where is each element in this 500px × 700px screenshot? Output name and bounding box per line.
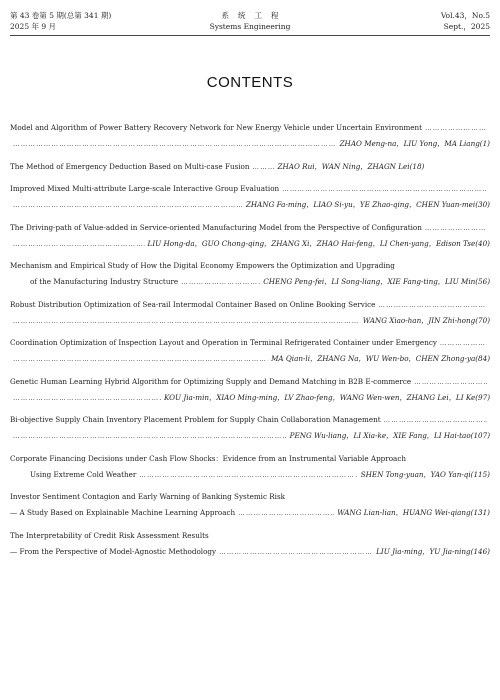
dot-leader [13,136,337,152]
dot-leader [238,505,334,521]
toc-entry[interactable] [10,258,490,290]
article-title: Corporate Financing Decisions under Cash Flow Shocks：Evidence from an Instrumental Variable Approach [10,453,406,463]
dot-leader [253,159,275,175]
article-title: Genetic Human Learning Hybrid Algorithm for Optimizing Supply and Demand Matching in B2B E-commerce [10,376,412,386]
toc-entry[interactable] [10,412,490,444]
article-title: Improved Mixed Multi-attribute Large-scale Interactive Group Evaluation [10,184,280,193]
dot-leader [13,236,145,252]
volume-issue-en: Vol.43，No.5 [440,11,490,20]
article-authors: LIU Hong-da，GUO Chong-qing，ZHANG Xi，ZHAO Hai-feng，LI Chen-yang，Edison Tse(40) [147,238,490,248]
article-authors: ZHAO Meng-na，LIU Yong，MA Liang(1) [339,139,490,148]
article-authors: ZHAO Rui，WAN Ning，ZHAGN Lei(18) [277,161,425,171]
toc-entry[interactable] [10,297,490,329]
article-title: Mechanism and Empirical Study of How the Digital Economy Empowers the Optimization and Upgrading [10,261,395,270]
article-authors: ZHANG Fa-ming，LIAO Si-yu，YE Zhao-qing，CHEN Yuan-mei(30) [245,200,490,209]
dot-leader [219,544,373,560]
table-of-contents [10,120,490,566]
toc-entry[interactable] [10,489,490,521]
dot-leader [440,335,487,351]
toc-entry[interactable] [10,451,490,483]
page-title: CONTENTS [206,74,294,91]
article-authors: WANG Xiao-han，JIN Zhi-hong(70) [362,315,490,325]
toc-entry[interactable] [10,335,490,367]
article-authors: MA Qian-li，ZHANG Na，WU Wen-bo，CHEN Zhong-ya(84) [271,354,490,363]
article-title: Bi-objective Supply Chain Inventory Placement Problem for Supply Chain Collaboration Management [10,415,381,424]
article-authors: LIU Jia-ming，YU Jia-ning(146) [376,546,490,556]
article-authors: SHEN Tong-yuan，YAO Yan-qi(115) [360,469,490,479]
article-title: Investor Sentiment Contagion and Early Warning of Banking Systemic Risk [10,492,286,501]
journal-name-cn: 系统工程 [221,11,288,20]
article-authors: KOU Jia-min，XIAO Ming-ming，LV Zhao-feng，WANG Wen-wen，ZHANG Lei，LI Ke(97) [163,392,490,402]
article-authors: CHENG Peng-fei，LI Song-liang，XIE Fang-ting，LIU Min(56) [263,277,490,286]
toc-entry[interactable] [10,374,490,406]
dot-leader [13,428,287,444]
dot-leader [13,313,360,329]
journal-name-en: Systems Engineering [209,22,291,31]
dot-leader [414,374,487,390]
article-title: The Driving-path of Value-added in Service-oriented Manufacturing Model from the Perspective of Configuration [10,222,422,232]
volume-issue-cn: 第 43 卷第 5 期(总第 341 期) [10,11,112,20]
dot-leader [378,297,487,313]
article-title-continued: — From the Perspective of Model-Agnostic Methodology [10,546,217,556]
dot-leader [13,197,243,213]
article-title: The Method of Emergency Deduction Based on Multi-case Fusion [10,161,250,171]
dot-leader [425,120,487,136]
toc-entry[interactable] [10,220,490,252]
article-title: Coordination Optimization of Inspection Layout and Operation in Terminal Refrigerated Container under Emergency [10,338,437,347]
article-title-continued: Using Extreme Cold Weather [30,469,137,479]
toc-entry[interactable] [10,181,490,213]
dot-leader [13,351,268,367]
article-title-continued: of the Manufacturing Industry Structure [30,277,179,286]
article-authors: WANG Lian-lian，HUANG Wei-qiang(131) [337,508,490,517]
toc-entry[interactable] [10,120,490,152]
dot-leader [425,220,487,236]
running-header [10,10,490,34]
header-rule [10,35,490,36]
dot-leader [282,181,487,197]
dot-leader [13,390,161,406]
article-title: The Interpretability of Credit Risk Assessment Results [10,530,209,540]
date-en: Sept.，2025 [443,22,490,31]
article-title-continued: — A Study Based on Explainable Machine Learning Approach [10,508,236,517]
toc-entry[interactable] [10,159,490,175]
dot-leader [181,274,260,290]
date-cn: 2025 年 9 月 [10,22,57,31]
article-title: Robust Distribution Optimization of Sea-rail Intermodal Container Based on Online Booking Service [10,299,376,309]
journal-name [10,10,490,32]
issue-info-en [441,10,490,32]
dot-leader [384,412,487,428]
toc-entry[interactable] [10,528,490,560]
article-authors: PENG Wu-liang，LI Xia-ke，XIE Fang，LI Hai-tao(107) [289,431,490,440]
dot-leader [139,467,357,483]
article-title: Model and Algorithm of Power Battery Recovery Network for New Energy Vehicle under Uncertain Environment [10,123,423,132]
